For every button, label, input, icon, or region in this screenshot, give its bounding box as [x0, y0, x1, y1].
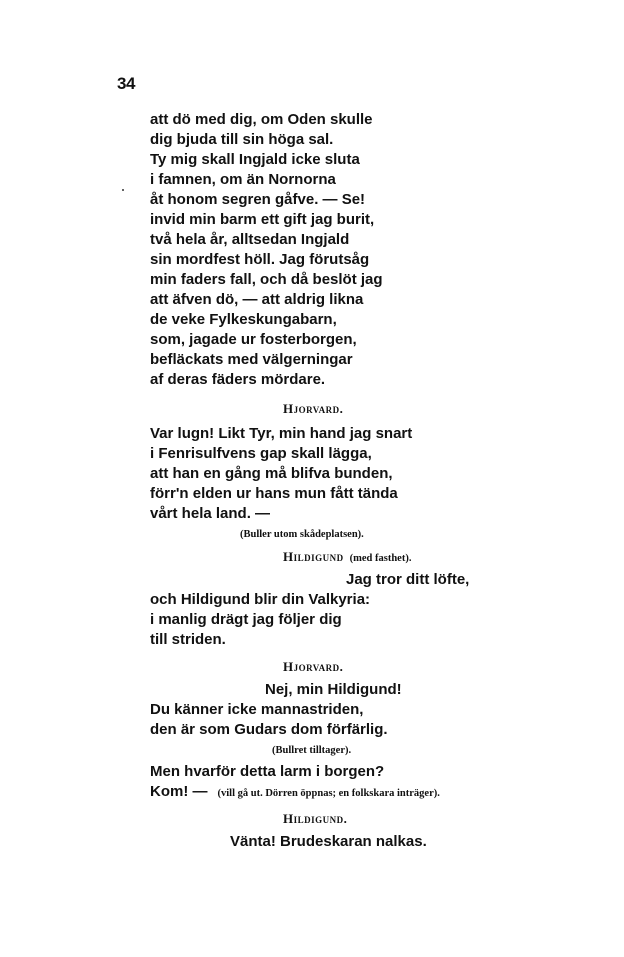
verse-line: att dö med dig, om Oden skulle: [150, 111, 373, 128]
verse-line: i famnen, om än Nornorna: [150, 171, 336, 188]
verse-line: till striden.: [150, 631, 226, 648]
print-speck: [122, 189, 124, 191]
verse-line: Men hvarför detta larm i borgen?: [150, 763, 385, 780]
verse-text: Kom! —: [150, 783, 208, 800]
verse-line: i Fenrisulfvens gap skall lägga,: [150, 445, 372, 462]
page-number: 34: [117, 74, 135, 93]
verse-line: Du känner icke mannastriden,: [150, 701, 364, 718]
speaker-note: (med fasthet).: [349, 553, 412, 564]
speaker-name: Hildigund: [283, 549, 344, 564]
verse-line: att han en gång må blifva bunden,: [150, 465, 393, 482]
verse-line: Var lugn! Likt Tyr, min hand jag snart: [150, 425, 413, 442]
verse-line: befläckats med välgerningar: [150, 351, 353, 368]
verse-line: af deras fäders mördare.: [150, 371, 326, 388]
verse-line: Vänta! Brudeskaran nalkas.: [230, 833, 427, 850]
verse-line: åt honom segren gåfve. — Se!: [150, 191, 366, 208]
stage-direction: (Buller utom skådeplatsen).: [240, 529, 364, 540]
stage-direction: (vill gå ut. Dörren öppnas; en folkskara inträger).: [217, 788, 440, 799]
verse-line: förr'n elden ur hans mun fått tända: [150, 485, 398, 502]
speaker-name: Hjorvard.: [283, 659, 344, 674]
verse-line: och Hildigund blir din Valkyria:: [150, 591, 371, 608]
verse-line: vårt hela land. —: [150, 505, 271, 522]
speaker-name: Hjorvard.: [283, 401, 344, 416]
verse-line: de veke Fylkeskungabarn,: [150, 311, 337, 328]
speaker-heading: [283, 548, 411, 568]
verse-line: dig bjuda till sin höga sal.: [150, 131, 334, 148]
verse-line-with-direction: [150, 782, 440, 804]
verse-line: Nej, min Hildigund!: [265, 681, 402, 698]
stage-direction: (Bullret tilltager).: [272, 745, 352, 756]
verse-line: som, jagade ur fosterborgen,: [150, 331, 357, 348]
verse-line: att äfven dö, — att aldrig likna: [150, 291, 364, 308]
verse-line: invid min barm ett gift jag burit,: [150, 211, 375, 228]
verse-line: Jag tror ditt löfte,: [346, 571, 470, 588]
verse-line: i manlig drägt jag följer dig: [150, 611, 342, 628]
speaker-name: Hildigund.: [283, 811, 348, 826]
verse-line: två hela år, alltsedan Ingjald: [150, 231, 350, 248]
verse-line: Ty mig skall Ingjald icke sluta: [150, 151, 360, 168]
verse-line: den är som Gudars dom förfärlig.: [150, 721, 388, 738]
verse-line: min faders fall, och då beslöt jag: [150, 271, 383, 288]
verse-line: sin mordfest höll. Jag förutsåg: [150, 251, 370, 268]
